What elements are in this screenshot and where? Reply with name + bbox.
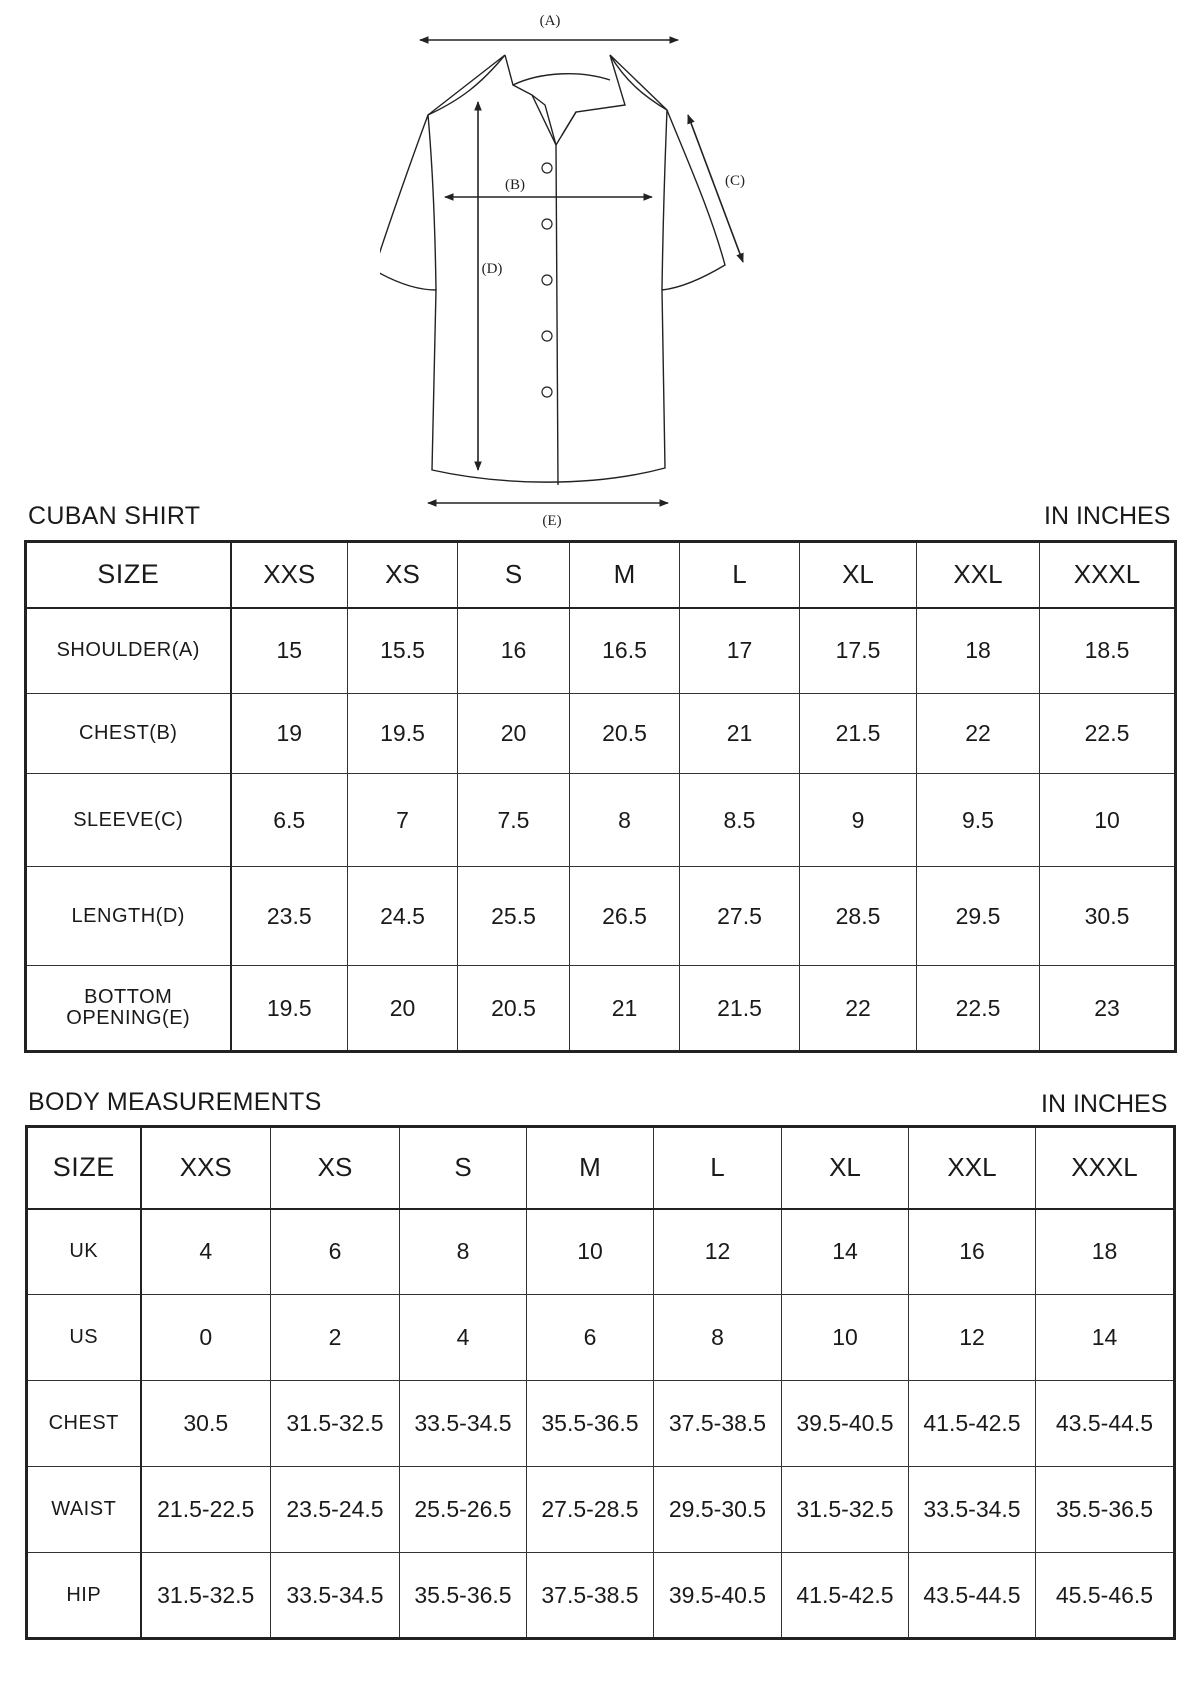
shirt-outline (380, 55, 725, 485)
button-icon (542, 387, 552, 397)
cell: 28.5 (800, 867, 917, 966)
cell: 20.5 (458, 966, 570, 1052)
cell: 43.5-44.5 (909, 1553, 1036, 1639)
button-icon (542, 219, 552, 229)
table-row (27, 1209, 1175, 1295)
cell: 9 (800, 774, 917, 867)
cell: 41.5-42.5 (782, 1553, 909, 1639)
cell: 37.5-38.5 (527, 1553, 654, 1639)
table-row (27, 1467, 1175, 1553)
cell: 15.5 (348, 608, 458, 694)
cell: 19.5 (348, 694, 458, 774)
row-label: HIP (27, 1553, 141, 1639)
cell: 10 (782, 1295, 909, 1381)
table-row (26, 867, 1176, 966)
cell: 19 (231, 694, 348, 774)
cell: 22 (917, 694, 1040, 774)
cell: 23.5-24.5 (271, 1467, 400, 1553)
cell: 17.5 (800, 608, 917, 694)
shirt-unit-label: IN INCHES (1044, 502, 1171, 530)
cell: 16 (458, 608, 570, 694)
cell: 0 (141, 1295, 271, 1381)
cell: 25.5-26.5 (400, 1467, 527, 1553)
cell: 18 (917, 608, 1040, 694)
row-label: US (27, 1295, 141, 1381)
cell: 22.5 (1040, 694, 1176, 774)
row-label: UK (27, 1209, 141, 1295)
shirt-size-table (24, 540, 1177, 1053)
body-table-title: BODY MEASUREMENTS (28, 1088, 322, 1116)
cell: 29.5 (917, 867, 1040, 966)
cell: 35.5-36.5 (527, 1381, 654, 1467)
cell: 25.5 (458, 867, 570, 966)
cell: 21.5 (680, 966, 800, 1052)
cell: 2 (271, 1295, 400, 1381)
cell: 12 (654, 1209, 782, 1295)
size-xxxl: XXXL (1036, 1127, 1175, 1209)
row-label: LENGTH(D) (26, 867, 231, 966)
table-row (27, 1295, 1175, 1381)
label-c: (C) (725, 173, 745, 189)
cell: 23 (1040, 966, 1176, 1052)
cell: 27.5-28.5 (527, 1467, 654, 1553)
size-xxs: XXS (141, 1127, 271, 1209)
cell: 22 (800, 966, 917, 1052)
cell: 8 (654, 1295, 782, 1381)
button-icon (542, 331, 552, 341)
cell: 6 (271, 1209, 400, 1295)
row-label: CHEST(B) (26, 694, 231, 774)
cell: 30.5 (141, 1381, 271, 1467)
cell: 8 (570, 774, 680, 867)
cell: 10 (527, 1209, 654, 1295)
shirt-header-row (26, 542, 1176, 608)
size-s: S (458, 542, 570, 608)
cell: 33.5-34.5 (909, 1467, 1036, 1553)
cell: 26.5 (570, 867, 680, 966)
cell: 16 (909, 1209, 1036, 1295)
label-d: (D) (481, 261, 503, 277)
table-row (26, 608, 1176, 694)
cell: 7.5 (458, 774, 570, 867)
cell: 15 (231, 608, 348, 694)
cell: 4 (141, 1209, 271, 1295)
row-label: SLEEVE(C) (26, 774, 231, 867)
cell: 14 (1036, 1295, 1175, 1381)
size-l: L (680, 542, 800, 608)
cell: 33.5-34.5 (271, 1553, 400, 1639)
label-b: (B) (505, 177, 525, 193)
size-header: SIZE (26, 542, 231, 608)
cell: 7 (348, 774, 458, 867)
row-label: WAIST (27, 1467, 141, 1553)
button-icon (542, 275, 552, 285)
cell: 6 (527, 1295, 654, 1381)
cell: 39.5-40.5 (782, 1381, 909, 1467)
cell: 37.5-38.5 (654, 1381, 782, 1467)
body-unit-label: IN INCHES (1041, 1090, 1168, 1118)
size-xs: XS (271, 1127, 400, 1209)
cell: 24.5 (348, 867, 458, 966)
size-xxl: XXL (917, 542, 1040, 608)
cell: 39.5-40.5 (654, 1553, 782, 1639)
cell: 21 (680, 694, 800, 774)
cell: 21.5 (800, 694, 917, 774)
cell: 21.5-22.5 (141, 1467, 271, 1553)
cell: 6.5 (231, 774, 348, 867)
size-m: M (527, 1127, 654, 1209)
row-label: SHOULDER(A) (26, 608, 231, 694)
size-m: M (570, 542, 680, 608)
cell: 31.5-32.5 (141, 1553, 271, 1639)
cell: 17 (680, 608, 800, 694)
cell: 20 (458, 694, 570, 774)
size-xxl: XXL (909, 1127, 1036, 1209)
cell: 20.5 (570, 694, 680, 774)
table-row (27, 1381, 1175, 1467)
size-xxs: XXS (231, 542, 348, 608)
table-row (27, 1553, 1175, 1639)
cell: 18 (1036, 1209, 1175, 1295)
cell: 33.5-34.5 (400, 1381, 527, 1467)
row-label (26, 966, 231, 1052)
size-xl: XL (800, 542, 917, 608)
label-e: (E) (542, 513, 562, 529)
cell: 8.5 (680, 774, 800, 867)
cell: 18.5 (1040, 608, 1176, 694)
size-header: SIZE (27, 1127, 141, 1209)
cell: 41.5-42.5 (909, 1381, 1036, 1467)
row-label-line1: BOTTOM (84, 986, 173, 1008)
cell: 30.5 (1040, 867, 1176, 966)
size-xxxl: XXXL (1040, 542, 1176, 608)
cell: 16.5 (570, 608, 680, 694)
cell: 27.5 (680, 867, 800, 966)
shirt-table-title: CUBAN SHIRT (28, 502, 201, 530)
cell: 9.5 (917, 774, 1040, 867)
row-label-line2: OPENING(E) (66, 1007, 191, 1029)
cell: 35.5-36.5 (1036, 1467, 1175, 1553)
table-row (26, 966, 1176, 1052)
table-row (26, 774, 1176, 867)
cell: 35.5-36.5 (400, 1553, 527, 1639)
cell: 10 (1040, 774, 1176, 867)
cell: 31.5-32.5 (782, 1467, 909, 1553)
cell: 22.5 (917, 966, 1040, 1052)
cell: 19.5 (231, 966, 348, 1052)
cell: 12 (909, 1295, 1036, 1381)
label-a: (A) (539, 13, 561, 29)
button-icon (542, 163, 552, 173)
size-s: S (400, 1127, 527, 1209)
cell: 23.5 (231, 867, 348, 966)
cell: 4 (400, 1295, 527, 1381)
cell: 31.5-32.5 (271, 1381, 400, 1467)
shirt-diagram (380, 0, 820, 530)
cell: 29.5-30.5 (654, 1467, 782, 1553)
cell: 20 (348, 966, 458, 1052)
size-l: L (654, 1127, 782, 1209)
table-row (26, 694, 1176, 774)
size-xl: XL (782, 1127, 909, 1209)
cell: 8 (400, 1209, 527, 1295)
row-label: CHEST (27, 1381, 141, 1467)
body-measurements-table (25, 1125, 1176, 1640)
body-header-row (27, 1127, 1175, 1209)
cell: 14 (782, 1209, 909, 1295)
cell: 43.5-44.5 (1036, 1381, 1175, 1467)
size-xs: XS (348, 542, 458, 608)
cell: 45.5-46.5 (1036, 1553, 1175, 1639)
cell: 21 (570, 966, 680, 1052)
